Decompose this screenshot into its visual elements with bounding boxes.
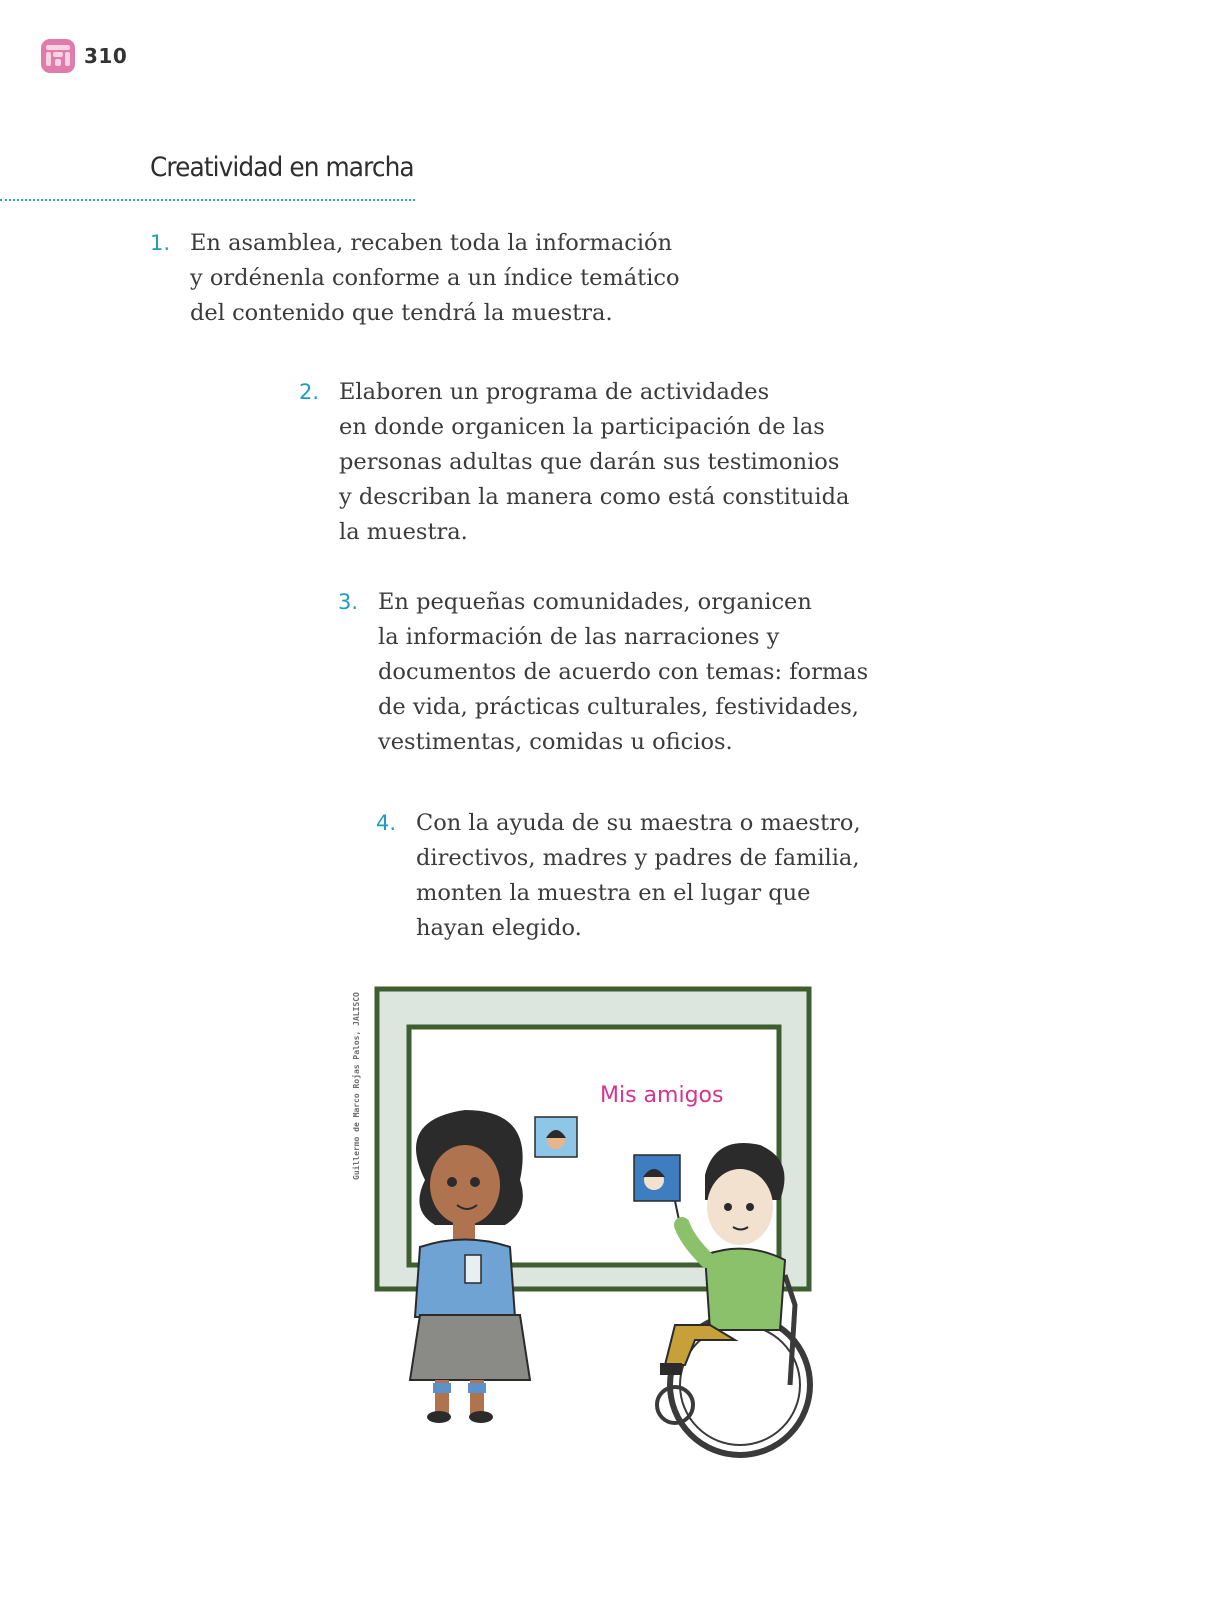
- page-number: 310: [84, 44, 128, 68]
- illustration-bulletin-board: [335, 985, 855, 1475]
- step-2: [299, 375, 850, 550]
- glyph-badge-icon: [40, 38, 76, 74]
- step-text-line: y describan la manera como está constituida: [339, 484, 850, 510]
- step-text-line: En asamblea, recaben toda la información: [190, 230, 673, 256]
- step-text-line: en donde organicen la participación de las: [339, 414, 825, 440]
- step-text-line: personas adultas que darán sus testimonios: [339, 449, 840, 475]
- step-text-line: la muestra.: [339, 519, 468, 545]
- step-1: [150, 226, 680, 331]
- step-text-line: documentos de acuerdo con temas: formas: [378, 659, 869, 685]
- title-divider: [0, 199, 415, 201]
- step-number: 2.: [299, 380, 320, 404]
- step-4: [376, 806, 861, 946]
- step-text-line: del contenido que tendrá la muestra.: [190, 300, 613, 326]
- step-text-line: y ordénenla conforme a un índice temático: [190, 265, 680, 291]
- step-text-line: hayan elegido.: [416, 915, 582, 941]
- step-text-line: directivos, madres y padres de familia,: [416, 845, 860, 871]
- step-text-line: monten la muestra en el lugar que: [416, 880, 811, 906]
- girl-figure: [410, 1110, 530, 1423]
- step-3: [338, 585, 869, 760]
- page-header: [40, 38, 127, 74]
- section-title: Creatividad en marcha: [150, 152, 414, 183]
- photo-card-icon: [535, 1117, 577, 1157]
- step-text-line: En pequeñas comunidades, organicen: [378, 589, 812, 615]
- step-text-line: Con la ayuda de su maestra o maestro,: [416, 810, 861, 836]
- step-text-line: Elaboren un programa de actividades: [339, 379, 770, 405]
- step-number: 3.: [338, 590, 359, 614]
- step-text-line: la información de las narraciones y: [378, 624, 780, 650]
- board-text: Mis amigos: [600, 1083, 724, 1108]
- step-text-line: de vida, prácticas culturales, festividades,: [378, 694, 859, 720]
- step-number: 1.: [150, 231, 171, 255]
- step-text-line: vestimentas, comidas u oficios.: [378, 729, 733, 755]
- illustration-credit: Guillermo de Marco Rojas Palos, JALISCO: [352, 992, 361, 1180]
- step-number: 4.: [376, 811, 397, 835]
